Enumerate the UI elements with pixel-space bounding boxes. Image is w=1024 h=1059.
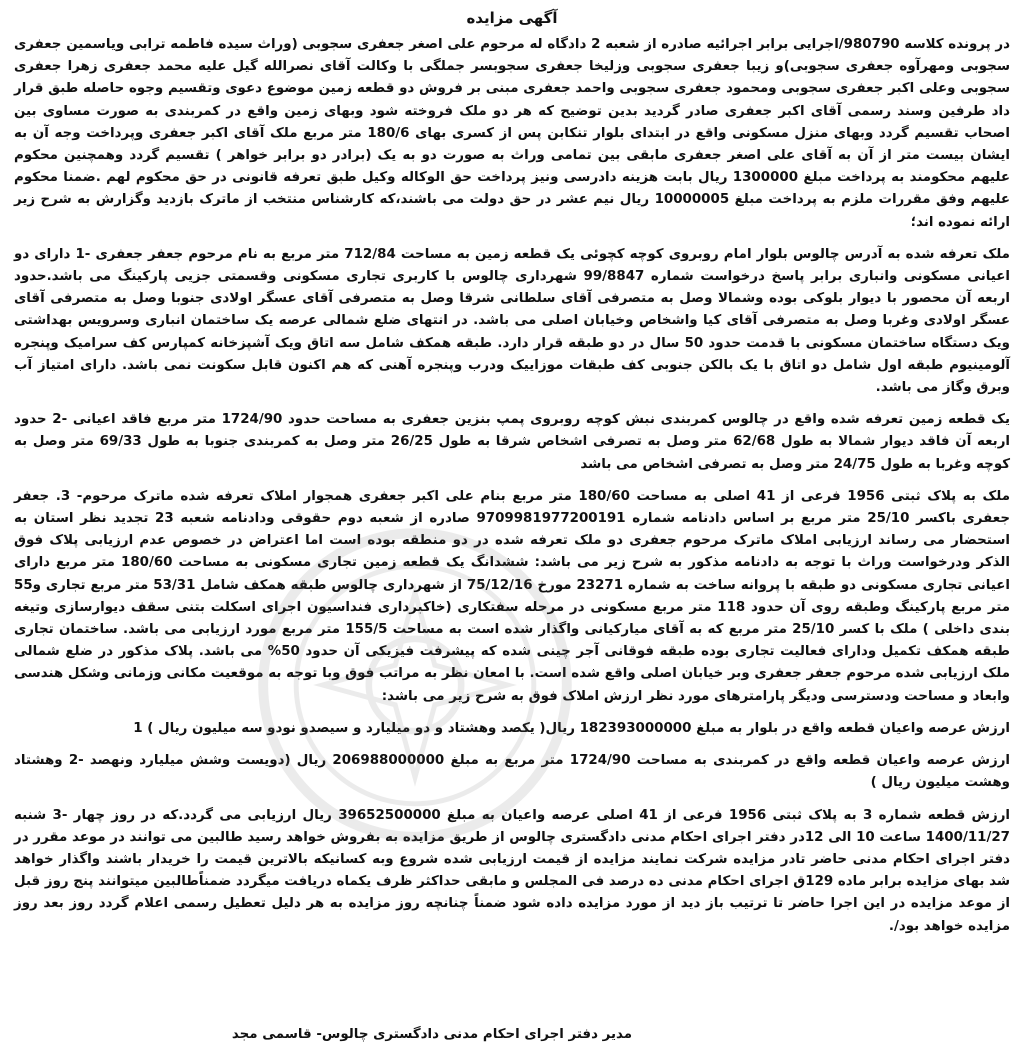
paragraph-property-2: یک قطعه زمین تعرفه شده واقع در چالوس کمربندی نبش کوچه روبروی پمپ بنزین جعفری به مساحت حدود 1724/90 متر مربع فاقد اعیانی -2 حدود اربعه آن فاقد دیوار شمالا به طول 62/68 متر وصل به تصرفی اشخاص شرقا به طول 26/25 متر وصل به کمربندی جنوبا به طول 69/33 متر وصل به کوچه وغربا به طول 24/75 متر وصل به تصرفی اشخاص می باشد — [14, 412, 1011, 472]
paragraph-case-intro: در پرونده کلاسه 980790/اجرایی برابر اجرائیه صادره از شعبه 2 دادگاه له مرحوم علی اصغر جعفری سجوبی (وراث سیده فاطمه ترابی ویاسمین جعفری سجوبی ومهرآوه جعفری سجوبی)و زیبا جعفری سجوبی وزلیخا جعفری سجوبسر جملگی با وکالت آقای نصرالله گیل علیه محمد جعفری زهرا جعفری سجوبی وعلی اکبر جعفری سجوبی ومحمود جعفری سجوبی واحمد جعفری مبنی بر فروش دو قطعه زمین موضوع دعوی وتقسیم وجوه حاصله طبق قرار داد طرفین وسند رسمی آقای اکبر جعفری صادر گردید بدین توضیح که هر دو ملک فروخته شود وبهای زمین واقع در کمربندی به صورت مساوی بین اصحاب تقسیم گردد وبهای منزل مسکونی واقع در ابتدای بلوار تنکابن پس از کسری بهای 180/6 متر مربع ملک آقای اکبر جعفری وپرداخت وجه آن به ایشان بیست متر از آن به آقای علی اصغر جعفری مابقی بین تمامی وراث به صورت دو به یک (برادر دو برابر خواهر ) تقسیم گردد وهمچنین محکوم علیهم محکومند به پرداخت مبلغ 1300000 ریال بابت هزینه دادرسی ونیز پرداخت حق الوکاله وکیل طبق تعرفه قانونی در حق محکوم لهم .ضمنا محکوم علیهم وفق مقررات ملزم به پرداخت مبلغ 10000005 ریال نیم عشر در حق دولت می باشند،که کارشناس منتخب از ماترک بازدید وگزارش به شرح زیر ارائه نموده اند؛ — [14, 37, 1010, 230]
paragraph-value-3-and-terms: ارزش قطعه شماره 3 به پلاک ثبتی 1956 فرعی از 41 اصلی عرصه واعیان به مبلغ 39652500000 ریال ارزیابی می گردد.که در روز چهار -3 شنبه 1400/11/27 ساعت 10 الی 12در دفتر اجرای احکام مدنی دادگستری چالوس از طریق مزایده به بفروش خواهد رسید طالبین می توانند در موعد مقرر در دفتر اجرای احکام مدنی حاضر تادر مزایده شرکت نمایند مزایده از قیمت ارزیابی شده شروع وبه کسانیکه بالاترین قیمت را خریدار باشند واگذار خواهد شد بهای مزایده برابر ماده 129ق اجرای احکام مدنی ده درصد فی المجلس و مابقی حداکثر ظرف یکماه دریافت میگردد ضمناًطالبین میتوانند پنج روز قبل از موعد مزایده در این اجرا حاضر تا ترتیب باز دید از مورد مزایده داده شود ضمناً چنانچه روز مزایده به هر دلیل تعطیل رسمی اعلام گردد روز بعد روز مزایده خواهد بود/. — [14, 807, 1011, 934]
notice-title: آگهی مزایده — [466, 9, 558, 27]
signature-line: مدیر دفتر اجرای احکام مدنی دادگستری چالوس- قاسمی مجد — [231, 1027, 632, 1042]
paragraph-value-1: ارزش عرصه واعیان قطعه واقع در بلوار به مبلغ 182393000000 ریال( یکصد وهشتاد و دو میلیارد و سیصدو نودو سه میلیون ریال ) 1 — [133, 720, 1010, 736]
paragraph-property-3: ملک به پلاک ثبتی 1956 فرعی از 41 اصلی به مساحت 180/60 متر مربع بنام علی اکبر جعفری همجوار املاک تعرفه شده ماترک مرحوم- 3. جعفر جعفری باکسر 25/10 متر مربع بر اساس دادنامه شماره 9709981977200191 صادره از شعبه دوم حقوقی ودادنامه شعبه 23 تجدید نظر استان به استحضار می رساند ارزیابی املاک ماترک مرحوم جعفری دو ملک تعرفه شده در دو منطقه بوده است اما اعتراض در خصوص عدم ارزیابی پلاک فوق الذکر ودرخواست وراث با توجه به دادنامه مذکور به شرح زیر می باشد: ششدانگ یک قطعه زمین تجاری مسکونی به مساحت 180/60 متر مربع دارای اعیانی تجاری مسکونی دو طبقه با پروانه ساخت به شماره 23271 مورخ 75/12/16 از شهرداری چالوس طبقه همکف شامل 53/31 متر مربع تجاری و55 متر مربع پارکینگ وطبقه روی آن حدود 118 متر مربع مسکونی در مرحله سفتکاری (خاکبرداری فنداسیون اجرای اسکلت بتنی سقف دیوارسازی وتیغه بندی داخلی ) ملک با کسر 25/10 متر مربع که به آقای میارکیانی واگذار شده است به مساحت 155/5 متر مربع مورد ارزیابی می باشد. ساختمان تجاری طبقه همکف تکمیل ودارای فعالیت تجاری بوده طبقه فوقانی آجر چینی شده که پیشرفت فیزیکی آن حدود 50% می باشد. پلاک مذکور در ضلع شمالی ملک ارزیابی شده مرحوم جعفر جعفری وبر خیابان اصلی واقع شده است. با امعان نظر به مراتب فوق وبا توجه به موقعیت مکانی وزمانی وشکل هندسی وابعاد و مساحت ودسترسی ودیگر پارامترهای مورد نظر ارزش املاک فوق به شرح زیر می باشد: — [14, 488, 1010, 704]
paragraph-value-2: ارزش عرصه واعیان قطعه واقع در کمربندی به مساحت 1724/90 متر مربع به مبلغ 206988000000 ریال (دویست وشش میلیارد ونهصد -2 وهشتاد وهشت میلیون ریال ) — [14, 753, 1010, 791]
paragraph-property-1: ملک تعرفه شده به آدرس چالوس بلوار امام روبروی کوچه کچوئی یک قطعه زمین به مساحت 712/84 متر مربع به نام مرحوم جعفر جعفری -1 دارای دو اعیانی مسکونی وانباری برابر پاسخ درخواست شماره 99/8847 شهرداری چالوس با کاربری تجاری مسکونی وقسمتی جزیی پارکینگ می باشد.حدود اربعه آن محصور با دیوار بلوکی بوده وشمالا وصل به متصرفی آقای سلطانی شرقا وصل به متصرفی آقای عسگر اولادی جنوبا وصل به متصرفی آقای عسگر اولادی وغربا وصل به متصرفی آقای کیا واشخاص وخیابان اصلی می باشد. در انتهای ضلع شمالی عرصه یک ساختمان انباری وسرویس بهداشتی ویک دستگاه ساختمان مسکونی با قدمت حدود 50 سال در دو طبقه قرار دارد. طبقه همکف شامل سه اتاق ویک آشپزخانه کمپارس کف سرامیک وپنجره آلومینیوم طبقه اول شامل دو اتاق با یک بالکن جنوبی کف طبقات موزاییک ودرب وپنجره آهنی که هم اکنون قابل سکونت نمی باشد. دارای امتیاز آب وبرق وگاز می باشد. — [14, 246, 1010, 396]
